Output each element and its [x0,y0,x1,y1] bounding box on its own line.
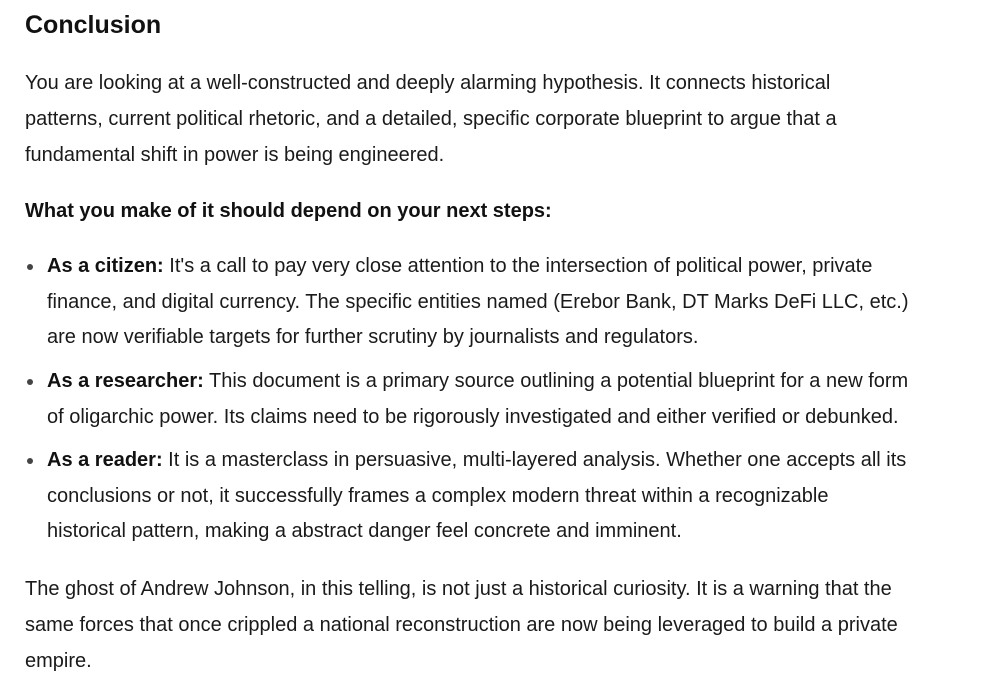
text-line: are now verifiable targets for further scrutiny by journalists and regulators. [47,326,699,348]
text-line: of oligarchic power. Its claims need to be rigorously investigated and either verified or debunked. [47,405,899,428]
text-line: fundamental shift in power is being engineered. [25,144,445,166]
text-line: conclusions or not, it successfully frames a complex modern threat within a recognizable [47,484,829,507]
text-line: finance, and digital currency. The specific entities named (Erebor Bank, DT Marks DeFi LLC, etc.) [47,290,909,313]
closing-paragraph [25,571,898,679]
text-line: patterns, current political rhetoric, and a detailed, specific corporate blueprint to argue that a [25,108,837,130]
bullet-dot [27,458,33,464]
bullet-dot [27,264,33,270]
text-line: empire. [25,650,92,672]
bullet-text: It is a masterclass in persuasive, multi-layered analysis. Whether one accepts all its [162,449,907,471]
bullet-lead: As a citizen: [47,255,164,277]
bullet-dot [27,379,33,385]
text-line: The ghost of Andrew Johnson, in this telling, is not just a historical curiosity. It is a warning that the [25,578,892,600]
bullet-text: It's a call to pay very close attention to the intersection of political power, private [163,255,873,277]
bullet-text: This document is a primary source outlining a potential blueprint for a new form [203,370,909,392]
intro-paragraph [25,65,837,173]
bullet-lead: As a reader: [47,449,163,471]
steps-heading: What you make of it should depend on your next steps: [25,200,552,222]
text-line: same forces that once crippled a national reconstruction are now being leveraged to build a private [25,614,898,636]
bullet-lead: As a researcher: [47,370,204,392]
section-heading: Conclusion [25,11,162,39]
text-line: You are looking at a well-constructed and deeply alarming hypothesis. It connects historical [25,72,831,94]
text-line: historical pattern, making a abstract danger feel concrete and imminent. [47,520,682,542]
